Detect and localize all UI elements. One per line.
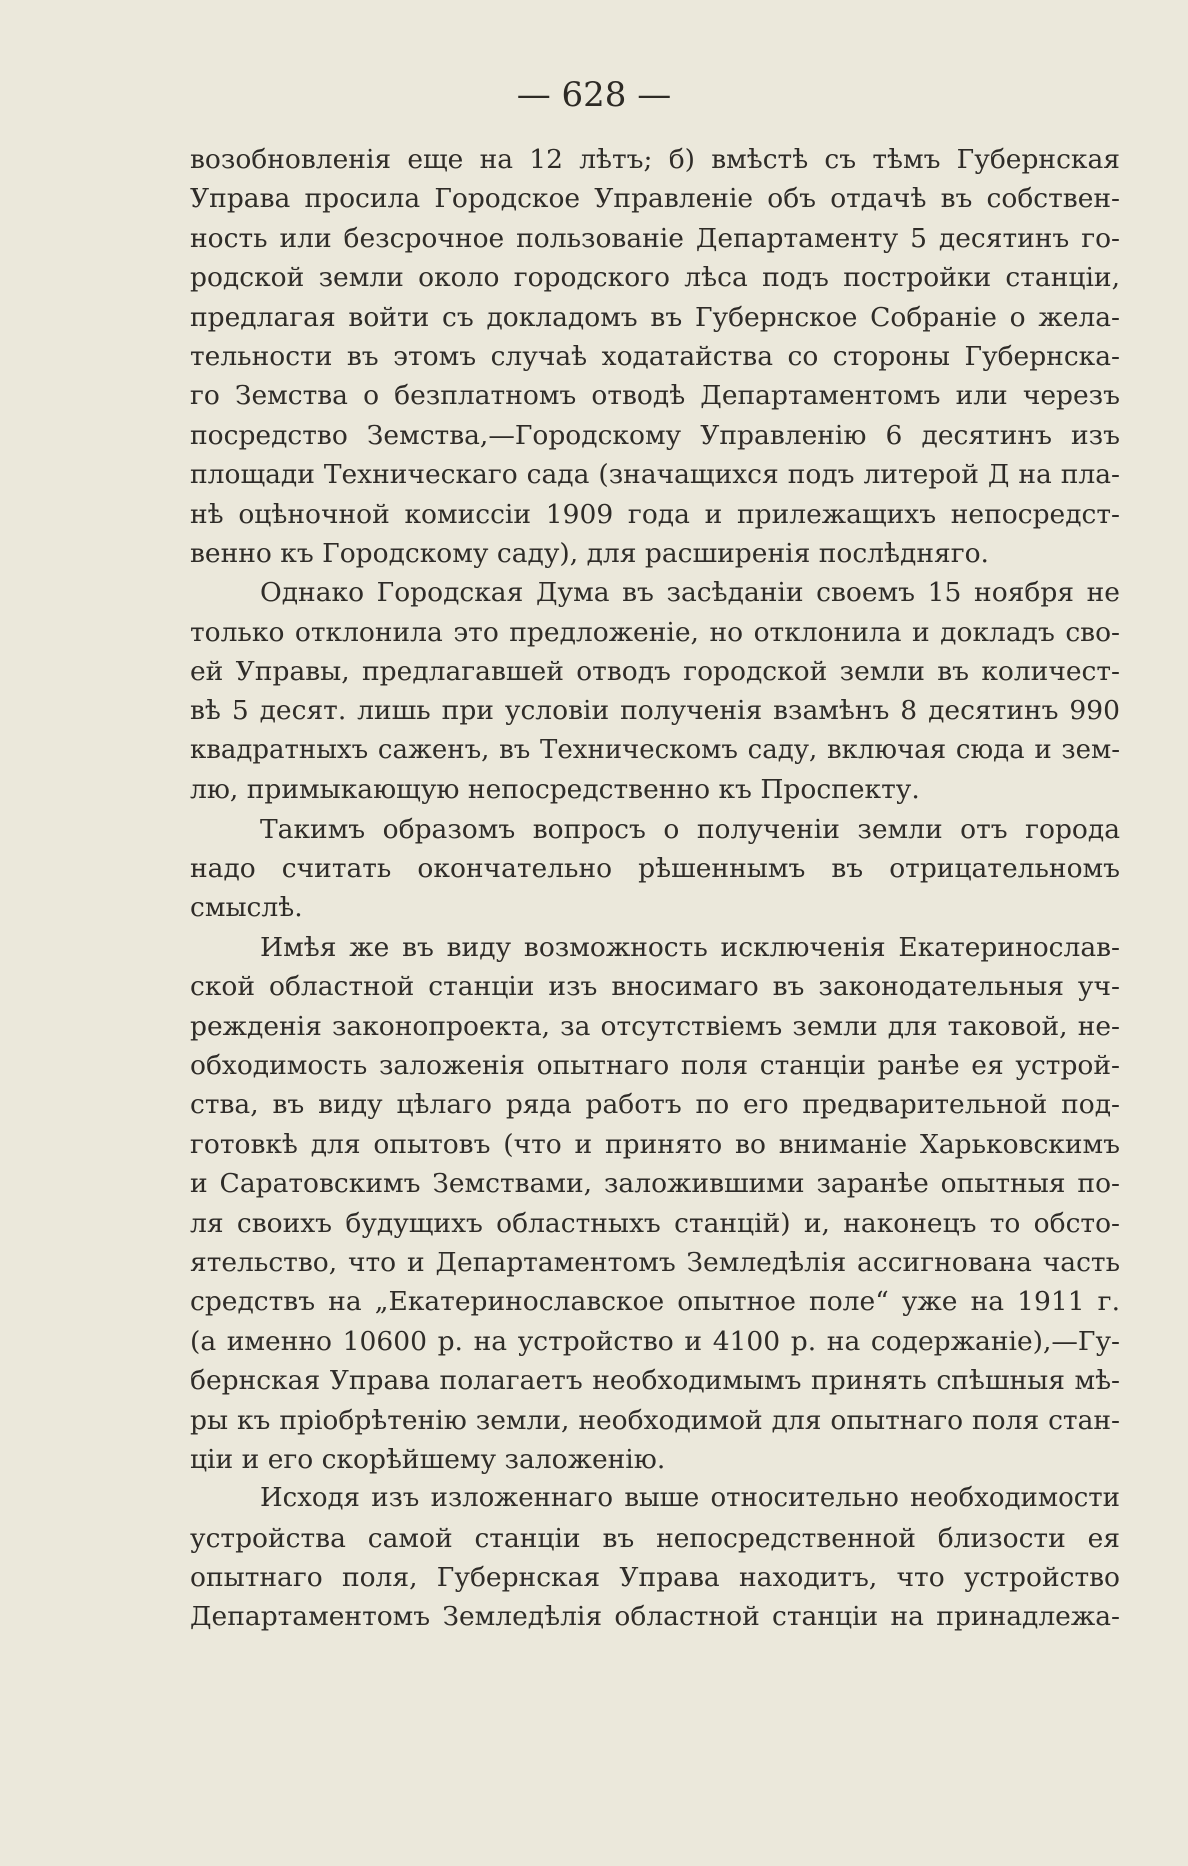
text-line: венно къ Городскому саду), для расширенія послѣдняго. [190, 537, 989, 569]
text-line: лю, примыкающую непосредственно къ Проспекту. [190, 774, 920, 806]
text-line: ля своихъ будущихъ областныхъ станцій) и, наконецъ то обсто- [190, 1207, 1120, 1239]
text-line: Такимъ образомъ вопросъ о полученіи земли отъ города [260, 813, 1120, 845]
text-line: бернская Управа полагаетъ необходимымъ принять спѣшныя мѣ- [190, 1365, 1120, 1397]
text-line: квадратныхъ саженъ, въ Техническомъ саду, включая сюда и зем- [190, 734, 1120, 765]
text-line: устройства самой станціи въ непосредственной близости ея [190, 1522, 1120, 1554]
text-line: обходимость заложенія опытнаго поля станціи ранѣе ея устрой- [190, 1049, 1120, 1081]
text-line: (а именно 10600 р. на устройство и 4100 р. на содержаніе),—Гу- [190, 1325, 1120, 1357]
text-line: опытнаго поля, Губернская Управа находитъ, что устройство [190, 1562, 1120, 1594]
text-line: смыслѣ. [190, 892, 303, 924]
text-line: средствъ на „Екатеринославское опытное поле“ уже на 1911 г. [190, 1286, 1120, 1318]
text-line: ятельство, что и Департаментомъ Земледѣлія ассигнована часть [190, 1246, 1120, 1278]
page-number: — 628 — [516, 75, 672, 115]
text-line: тельности въ этомъ случаѣ ходатайства со стороны Губернска- [190, 340, 1120, 372]
text-line: предлагая войти съ докладомъ въ Губернское Собраніе о жела- [190, 301, 1120, 333]
text-line: ей Управы, предлагавшей отводъ городской земли въ количест- [190, 656, 1120, 688]
text-line: возобновленія еще на 12 лѣтъ; б) вмѣстѣ съ тѣмъ Губернская [190, 144, 1120, 175]
text-line: родской земли около городского лѣса подъ постройки станціи, [190, 262, 1120, 294]
text-line: Однако Городская Дума въ засѣданіи своемъ 15 ноября не [260, 577, 1120, 609]
text-line: только отклонила это предложеніе, но отклонила и докладъ сво- [190, 616, 1120, 648]
text-line: Имѣя же въ виду возможность исключенія Екатеринослав- [260, 931, 1120, 963]
body-text [190, 140, 1120, 1637]
text-line: го Земства о безплатномъ отводѣ Департаментомъ или черезъ [190, 380, 1120, 412]
text-line: ры къ пріобрѣтенію земли, необходимой для опытнаго поля стан- [190, 1404, 1120, 1436]
text-line: надо считать окончательно рѣшеннымъ въ отрицательномъ [190, 853, 1120, 885]
text-line: площади Техническаго сада (значащихся подъ литерой Д на пла- [190, 459, 1120, 491]
text-line: и Саратовскимъ Земствами, заложившими заранѣе опытныя по- [190, 1168, 1120, 1200]
text-line: режденія законопроекта, за отсутствіемъ земли для таковой, не- [190, 1010, 1120, 1042]
text-line: нѣ оцѣночной комиссіи 1909 года и прилежащихъ непосредст- [190, 498, 1120, 530]
text-line: посредство Земства,—Городскому Управленію 6 десятинъ изъ [190, 419, 1120, 451]
text-line: Департаментомъ Земледѣлія областной станціи на принадлежа- [190, 1601, 1120, 1633]
text-line: ской областной станціи изъ вносимаго въ законодательныя уч- [190, 971, 1120, 1003]
text-line: ства, въ виду цѣлаго ряда работъ по его предварительной под- [190, 1089, 1120, 1121]
text-line: готовкѣ для опытовъ (что и принято во вниманіе Харьковскимъ [190, 1128, 1120, 1160]
text-line: ность или безсрочное пользованіе Департаменту 5 десятинъ го- [190, 222, 1120, 254]
text-line: Управа просила Городское Управленіе объ отдачѣ въ собствен- [190, 183, 1120, 215]
text-line: вѣ 5 десят. лишь при условіи полученія взамѣнъ 8 десятинъ 990 [190, 695, 1120, 727]
text-line: ціи и его скорѣйшему заложенію. [190, 1443, 666, 1475]
text-line: Исходя изъ изложеннаго выше относительно необходимости [260, 1483, 1120, 1514]
